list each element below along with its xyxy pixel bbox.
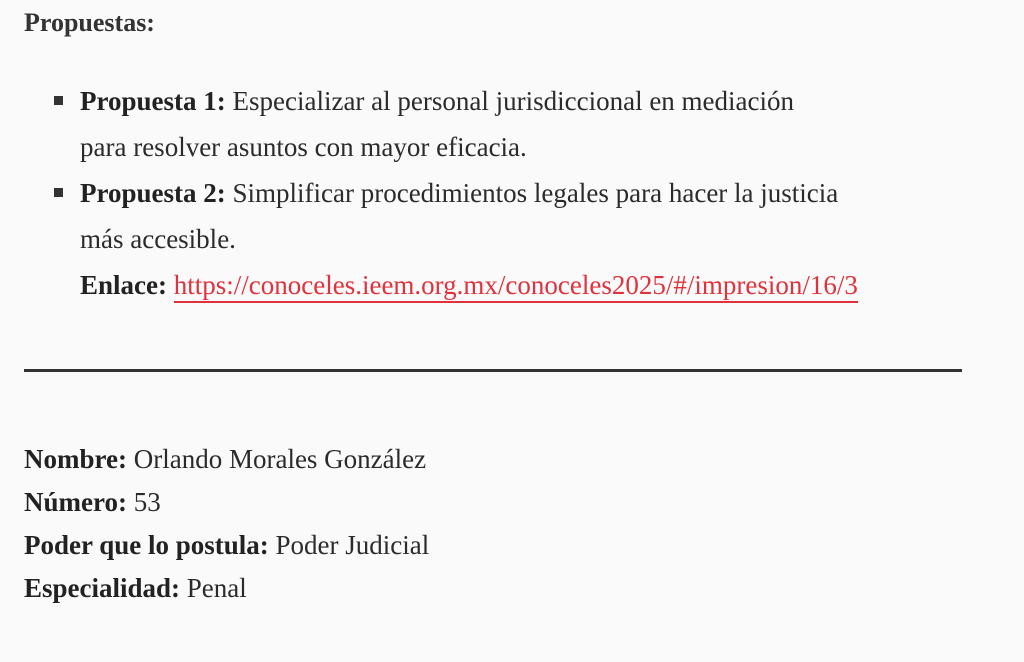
- number-row: [24, 481, 429, 524]
- square-bullet-icon: [54, 188, 63, 197]
- list-item: [0, 170, 980, 308]
- specialty-value: Penal: [186, 573, 247, 603]
- proposal-label: Propuesta 1:: [80, 86, 226, 116]
- link-label: Enlace:: [80, 270, 167, 300]
- name-label: Nombre:: [24, 444, 127, 474]
- proposal-link[interactable]: https://conoceles.ieem.org.mx/conoceles2025/#/impresion/16/3: [174, 270, 858, 303]
- candidate-info: [24, 438, 429, 610]
- specialty-row: [24, 567, 429, 610]
- proposals-list: [0, 78, 1000, 308]
- number-value: 53: [133, 487, 161, 517]
- power-row: [24, 524, 429, 567]
- proposal-text-line2: para resolver asuntos con mayor eficacia.: [80, 132, 527, 162]
- number-label: Número:: [24, 487, 127, 517]
- specialty-label: Especialidad:: [24, 573, 181, 603]
- power-label: Poder que lo postula:: [24, 530, 269, 560]
- name-row: [24, 438, 429, 481]
- proposal-label: Propuesta 2:: [80, 178, 226, 208]
- name-value: Orlando Morales González: [133, 444, 427, 474]
- proposal-text-line1: Simplificar procedimientos legales para hacer la justicia: [232, 178, 839, 208]
- power-value: Poder Judicial: [275, 530, 430, 560]
- square-bullet-icon: [54, 96, 63, 105]
- link-line: [80, 262, 980, 308]
- list-item: [0, 78, 980, 170]
- proposals-heading: Propuestas:: [24, 8, 155, 37]
- proposal-text-line1: Especializar al personal jurisdiccional en mediación: [232, 86, 795, 116]
- section-divider: [24, 369, 962, 372]
- proposal-text-line2: más accesible.: [80, 224, 236, 254]
